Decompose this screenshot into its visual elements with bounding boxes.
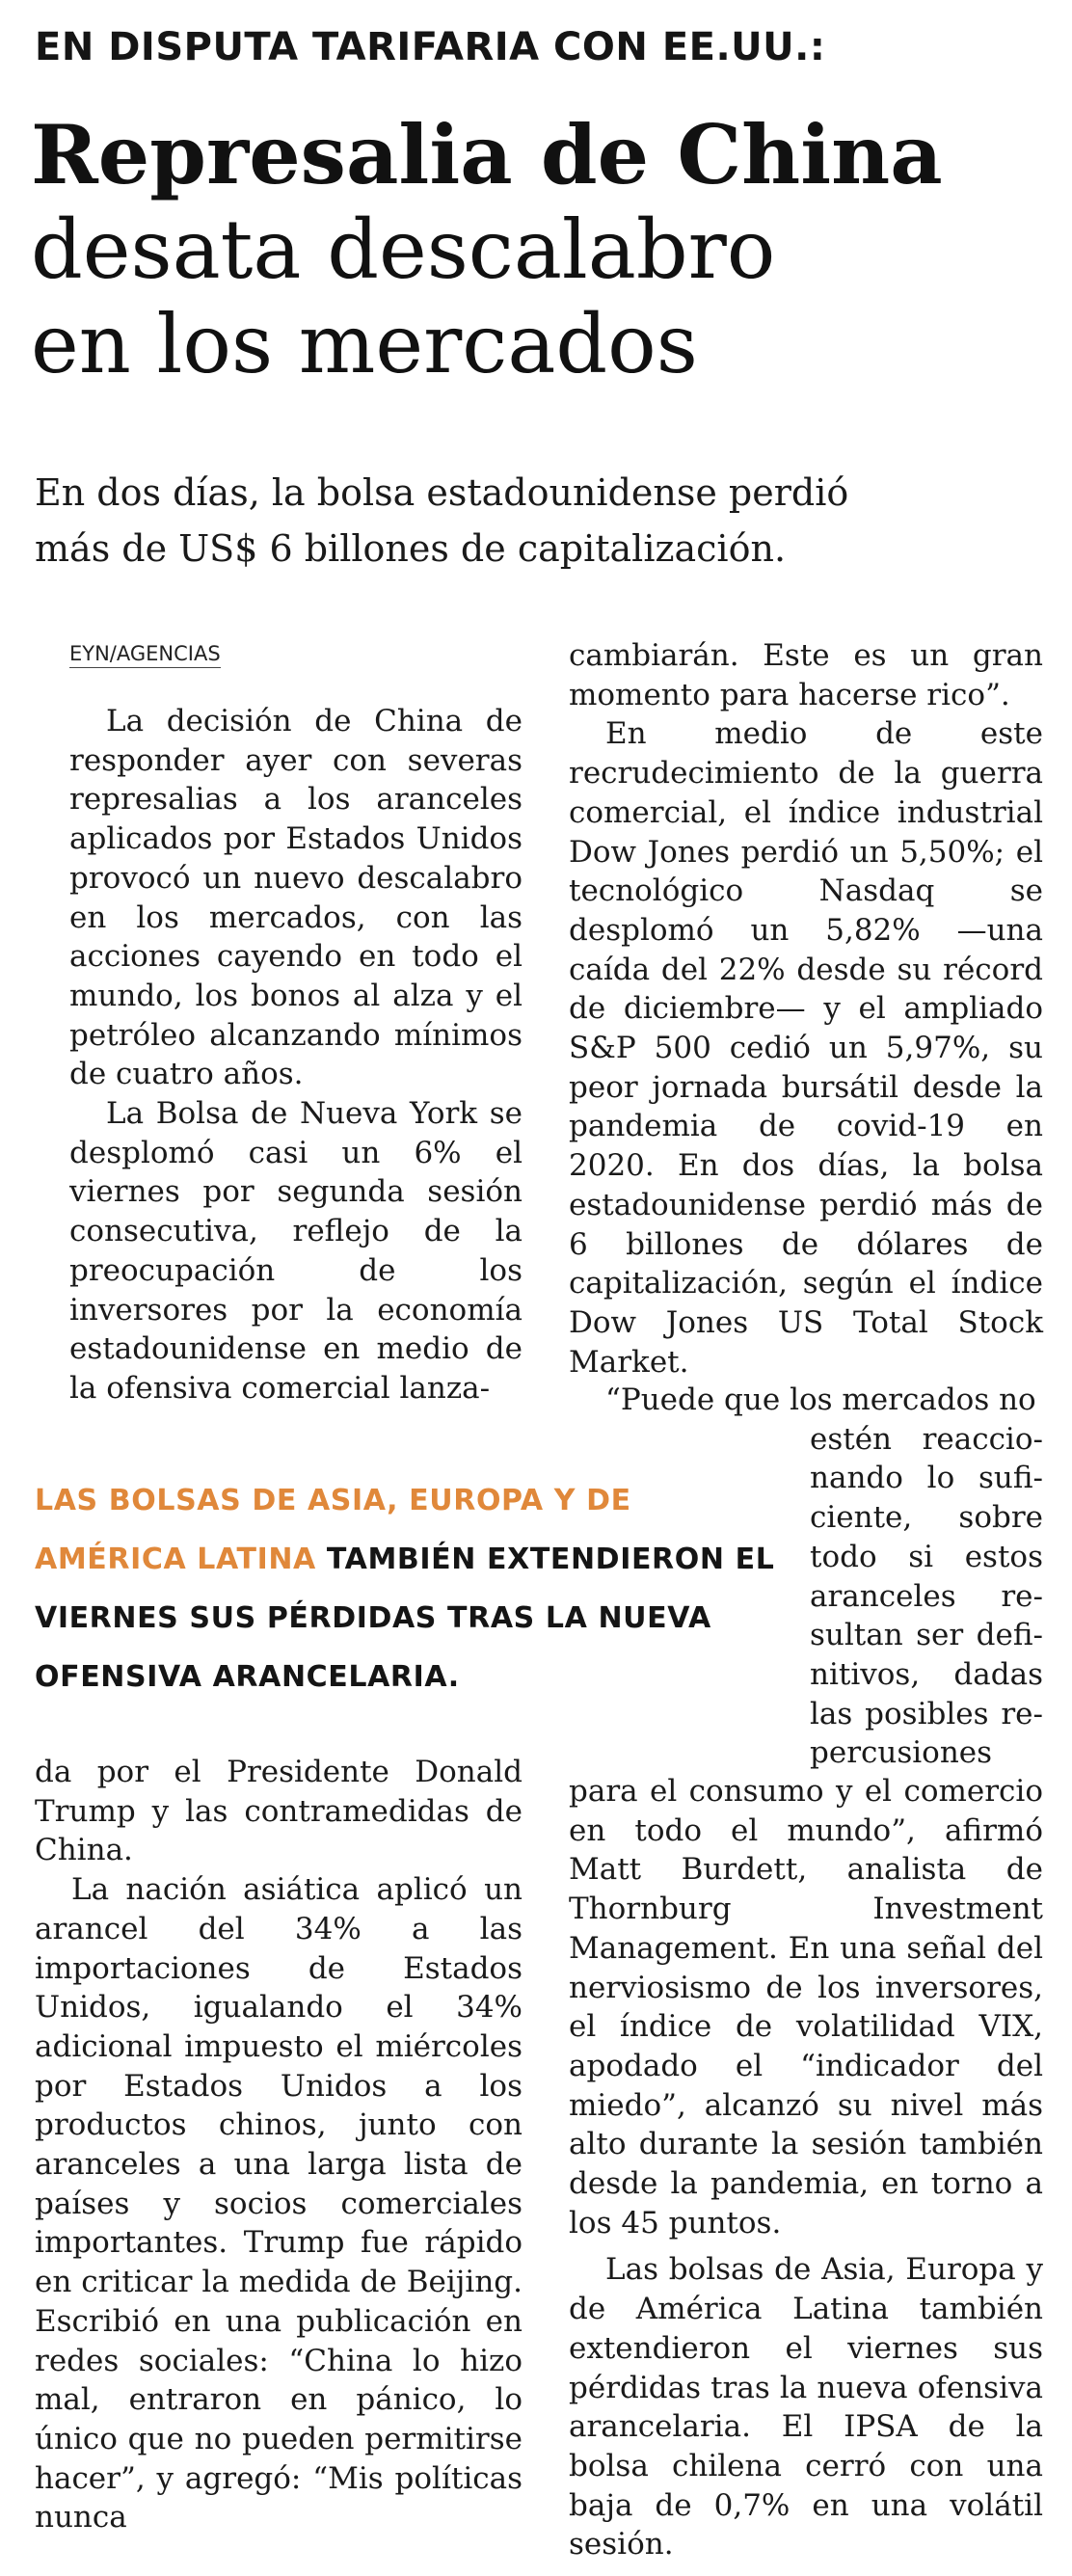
deck-line-2: más de US$ 6 billones de capitalización. xyxy=(35,527,787,570)
quote-line: “Puede que los mercados no xyxy=(605,1382,1036,1417)
paragraph: En medio de este recrudecimiento de la guerra comercial, el índice industrial Dow Jones perdió un 5,50%; el tecnológico Nasdaq se desplomó un 5,82% —una caída del 22% desde su récord de diciembre— y el ampliado S&P 500 cedió un 5,97%, su peor jornada bursátil desde la pandemia de covid-19 en 2020. En dos días, la bolsa estadounidense perdió más de 6 billones de dólares de capitalización, según el índice Dow Jones US Total Stock Market. xyxy=(569,716,1043,1380)
quote-line: aranceles re- xyxy=(810,1578,1043,1614)
quote-line: las posibles re- xyxy=(810,1696,1043,1731)
headline-line-3: en los mercados xyxy=(31,297,698,391)
headline-line-2: desata descalabro xyxy=(31,202,776,297)
column-2-top xyxy=(569,636,1043,1382)
quote-line: estén reaccio- xyxy=(810,1421,1043,1457)
paragraph: Las bolsas de Asia, Europa y de América Latina también extendieron el viernes sus pérdidas tras la nueva ofensiva arancelaria. El IPSA de la bolsa chilena cerró con una baja de 0,7% en una volátil sesión. xyxy=(569,2252,1043,2563)
deck-line-1: En dos días, la bolsa estadounidense perdió xyxy=(35,471,849,514)
quote-line: percusiones xyxy=(810,1735,993,1771)
paragraph: da por el Presidente Donald Trump y las contramedidas de China. xyxy=(35,1755,523,1868)
kicker: EN DISPUTA TARIFARIA CON EE.UU.: xyxy=(35,25,826,69)
column-2-quote-wrap xyxy=(569,1381,1043,1773)
deck-subtitle xyxy=(35,465,1057,577)
quote-line: nitivos, dadas xyxy=(810,1656,1043,1692)
paragraph: La nación asiática aplicó un arancel del 34% a las importaciones de Estados Unidos, igualando el 34% adicional impuesto el miércoles por Estados Unidos a los productos chinos, junto con aranceles a una larga lista de países y socios comerciales importantes. Trump fue rápido en criticar la medida de Beijing. Escribió en una publicación en redes sociales: “China lo hizo mal, entraron en pánico, lo único que no pueden permitirse hacer”, y agregó: “Mis políticas nunca xyxy=(35,1872,523,2536)
headline xyxy=(31,108,1053,391)
pull-quote-accent: LAS BOLSAS DE ASIA, EUROPA Y DE AMÉRICA LATINA xyxy=(35,1484,631,1576)
paragraph: para el consumo y el comercio en todo el mundo”, afirmó Matt Burdett, analista de Thornburg Investment Management. En una señal del nerviosismo de los inversores, el índice de volatilidad VIX, apodado el “indicador del miedo”, alcanzó su nivel más alto durante la sesión también desde la pandemia, en torno a los 45 puntos. xyxy=(569,1774,1043,2241)
quote-line: ciente, sobre xyxy=(810,1500,1043,1536)
quote-line: todo si estos xyxy=(810,1539,1043,1574)
byline: EYN/AGENCIAS xyxy=(69,642,221,668)
paragraph: La decisión de China de responder ayer con severas represalias a los aranceles aplicados por Estados Unidos provocó un nuevo descalabro en los mercados, con las acciones cayendo en todo el mundo, los bonos al alza y el petróleo alcanzando mínimos de cuatro años. xyxy=(69,704,523,1092)
column-2-bottom xyxy=(569,1772,1043,2564)
pull-quote-text: TAMBIÉN EXTENDIERON EL VIERNES SUS PÉRDIDAS TRAS LA NUEVA OFENSIVA ARANCELARIA. xyxy=(35,1543,775,1694)
column-1-bottom xyxy=(35,1753,523,2537)
quote-line: sultan ser defi- xyxy=(810,1618,1043,1653)
column-1-top xyxy=(69,702,523,1409)
paragraph: La Bolsa de Nueva York se desplomó casi un 6% el viernes por segunda sesión consecutiva, reflejo de la preocupación de los inversores por la economía estadounidense en medio de la ofensiva comercial lanza- xyxy=(69,1096,523,1406)
paragraph: cambiarán. Este es un gran momento para hacerse rico”. xyxy=(569,638,1043,712)
quote-line: nando lo sufi- xyxy=(810,1461,1043,1496)
headline-line-1: Represalia de China xyxy=(31,107,943,202)
